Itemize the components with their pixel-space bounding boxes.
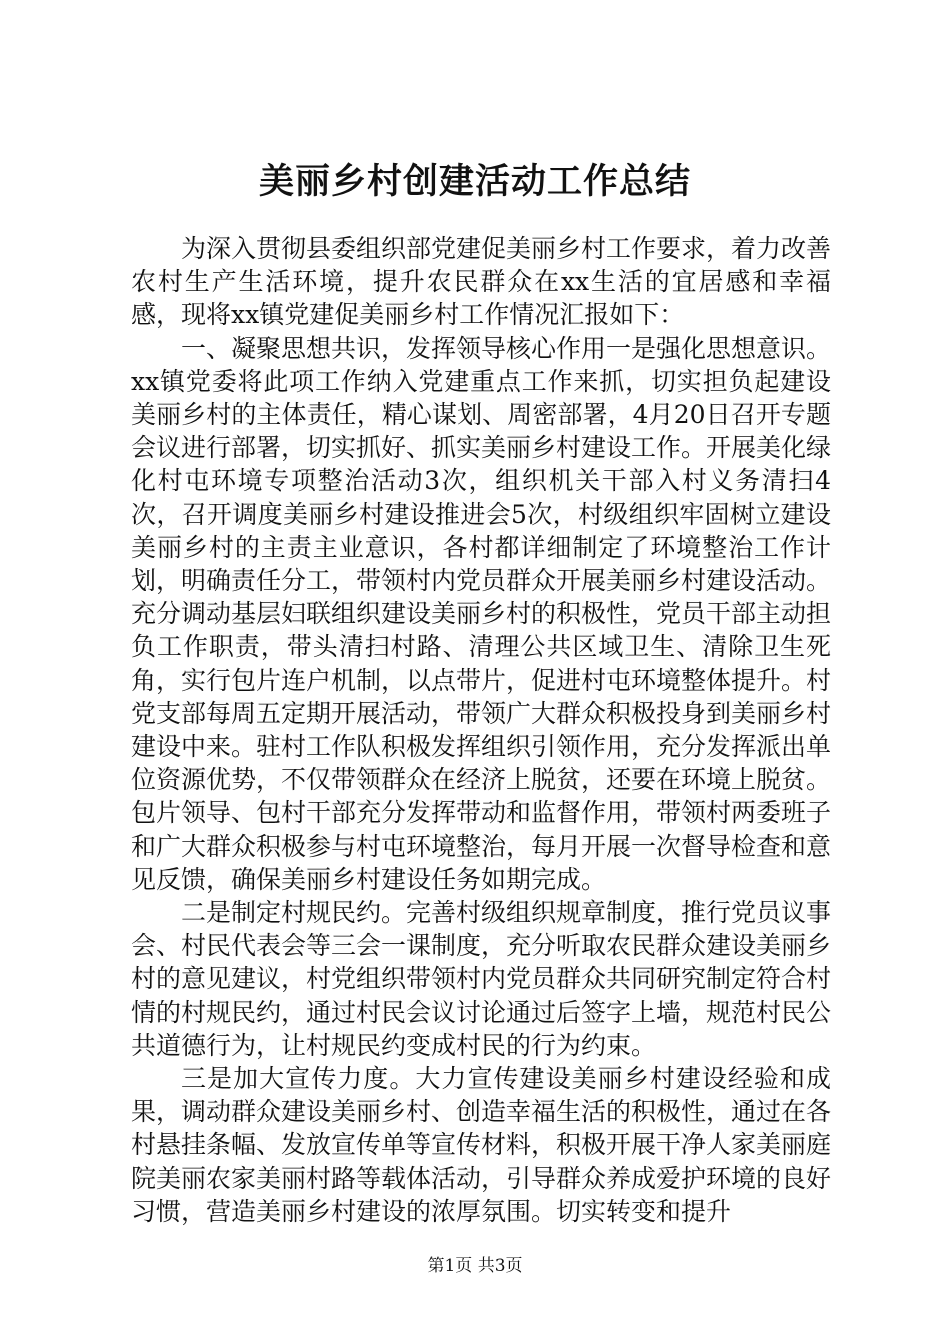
paragraph-section-one: 一、凝聚思想共识，发挥领导核心作用一是强化思想意识。xx镇党委将此项工作纳入党建重点工作来抓，切实担负起建设美丽乡村的主体责任，精心谋划、周密部署，4月20日召开专题会议进行部署，切实抓好、抓实美丽乡村建设工作。开展美化绿化村屯环境专项整治活动3次，组织机关干部入村义务清扫4次，召开调度美丽乡村建设推进会5次，村级组织牢固树立建设美丽乡村的主责主业意识，各村都详细制定了环境整治工作计划，明确责任分工，带领村内党员群众开展美丽乡村建设活动。充分调动基层妇联组织建设美丽乡村的积极性，党员干部主动担负工作职责，带头清扫村路、清理公共区域卫生、清除卫生死角，实行包片连户机制，以点带片，促进村屯环境整体提升。村党支部每周五定期开展活动，带领广大群众积极投身到美丽乡村建设中来。驻村工作队积极发挥组织引领作用，充分发挥派出单位资源优势，不仅带领群众在经济上脱贫，还要在环境上脱贫。包片领导、包村干部充分发挥带动和监督作用，带领村两委班子和广大群众积极参与村屯环境整治，每月开展一次督导检查和意见反馈，确保美丽乡村建设任务如期完成。 bbox=[131, 333, 832, 894]
paragraph-section-three: 三是加大宣传力度。大力宣传建设美丽乡村建设经验和成果，调动群众建设美丽乡村、创造幸福生活的积极性，通过在各村悬挂条幅、发放宣传单等宣传材料，积极开展干净人家美丽庭院美丽农家美丽村路等载体活动，引导群众养成爱护环境的良好习惯，营造美丽乡村建设的浓厚氛围。切实转变和提升 bbox=[131, 1064, 832, 1226]
paragraph-intro: 为深入贯彻县委组织部党建促美丽乡村工作要求，着力改善农村生产生活环境，提升农民群众在xx生活的宜居感和幸福感，现将xx镇党建促美丽乡村工作情况汇报如下： bbox=[131, 234, 832, 330]
page-footer: 第1页 共3页 bbox=[427, 1256, 523, 1276]
document-body bbox=[131, 232, 831, 1228]
paragraph-section-two: 二是制定村规民约。完善村级组织规章制度，推行党员议事会、村民代表会等三会一课制度，充分听取农民群众建设美丽乡村的意见建议，村党组织带领村内党员群众共同研究制定符合村情的村规民约，通过村民会议讨论通过后签字上墙，规范村民公共道德行为，让村规民约变成村民的行为约束。 bbox=[131, 898, 832, 1060]
document-title: 美丽乡村创建活动工作总结 bbox=[258, 161, 691, 202]
